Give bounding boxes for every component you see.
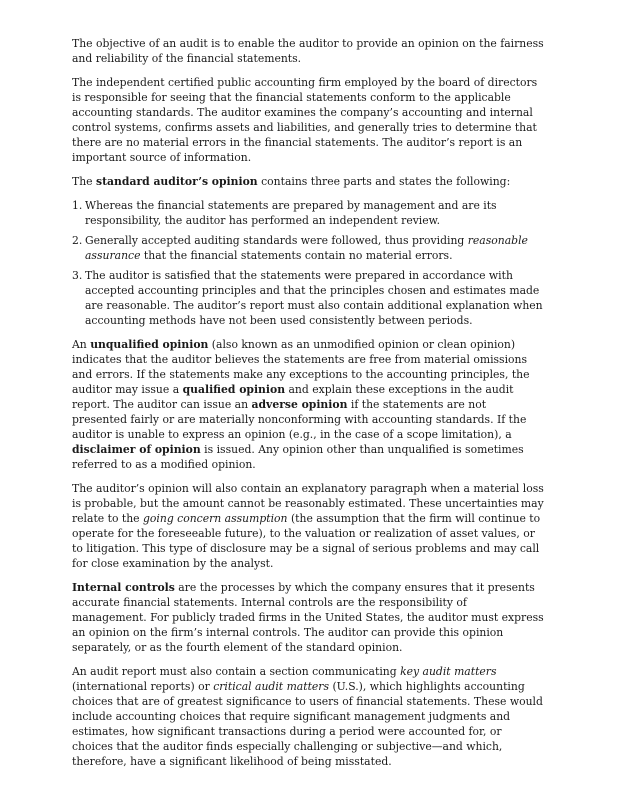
list-item-text: The auditor is satisfied that the statements were prepared in accordance with accepted accounting principles and that the principles chosen and estimates made are reasonable. The auditor’s report must also contain additional explanation when accounting methods have not been used consistently between periods. xyxy=(85,269,543,327)
opinion-parts-list xyxy=(72,198,544,328)
text-span: The auditor’s opinion will also contain an explanatory paragraph when a material loss is probable, but the amount cannot be reasonably estimated. These uncertainties may relate to the xyxy=(72,482,544,525)
text-span: An xyxy=(72,338,91,351)
term-reasonable-assurance: reasonable assurance xyxy=(85,234,528,262)
paragraph-standard-opinion-intro xyxy=(72,174,544,189)
term-key-audit-matters: key audit matters xyxy=(400,665,497,678)
text-span: (the assumption that the firm will continue to operate for the foreseeable future), to the valuation or realization of asset values, or to litigation. This type of disclosure may be a signal of serious problems and may call for close examination by the analyst. xyxy=(72,512,541,570)
paragraph-opinion-types xyxy=(72,337,544,472)
paragraph-explanatory xyxy=(72,481,544,571)
term-unqualified-opinion: unqualified opinion xyxy=(90,338,209,351)
list-item-text: Whereas the financial statements are prepared by management and are its responsibility, the auditor has performed an independent review. xyxy=(85,199,497,227)
term-internal-controls: Internal controls xyxy=(72,581,175,594)
text-span: contains three parts and states the following: xyxy=(257,175,511,188)
text-span: (also known as an unmodified opinion or clean opinion) indicates that the auditor believes the statements are free from material omissions and errors. If the statements make any exceptions to the accounting principles, the auditor may issue a xyxy=(72,338,530,396)
term-qualified-opinion: qualified opinion xyxy=(182,383,286,396)
term-standard-auditors-opinion: standard auditor’s opinion xyxy=(95,175,258,188)
list-item xyxy=(72,198,544,228)
paragraph-internal-controls xyxy=(72,580,544,655)
text-span: Generally accepted auditing standards were followed, thus providing xyxy=(85,234,468,247)
paragraph-independent-firm: The independent certified public accounting firm employed by the board of directors is responsible for seeing that the financial statements conform to the applicable accounting standards. The auditor examines the company’s accounting and internal control systems, confirms assets and liabilities, and generally tries to determine that there are no material errors in the financial statements. The auditor’s report is an important source of information. xyxy=(72,76,538,164)
list-number: 2. xyxy=(72,234,83,247)
list-number: 3. xyxy=(72,269,83,282)
list-number: 1. xyxy=(72,199,83,212)
list-item xyxy=(72,268,544,328)
text-span: (U.S.), which highlights accounting choices that are of greatest significance to users of financial statements. These would include accounting choices that require significant management judgments and estimates, how significant transactions during a period were accounted for, or choices that the auditor finds especially challenging or subjective—and which, therefore, have a significant likelihood of being misstated. xyxy=(72,680,543,768)
paragraph-audit-objective: The objective of an audit is to enable the auditor to provide an opinion on the fairness and reliability of the financial statements. xyxy=(72,37,544,65)
list-item xyxy=(72,233,544,263)
text-span: is issued. Any opinion other than unqualified is sometimes referred to as a modified opinion. xyxy=(72,443,524,471)
text-span: An audit report must also contain a section communicating xyxy=(72,665,401,678)
term-disclaimer-of-opinion: disclaimer of opinion xyxy=(72,443,201,456)
text-span: (international reports) or xyxy=(72,680,214,693)
term-adverse-opinion: adverse opinion xyxy=(251,398,348,411)
text-span: and explain these exceptions in the audit report. The auditor can issue an xyxy=(72,383,514,411)
paragraph-audit-matters xyxy=(72,664,544,769)
text-span: The xyxy=(72,175,96,188)
text-span: if the statements are not presented fairly or are materially nonconforming with accounting standards. If the auditor is unable to express an opinion (e.g., in the case of a scope limitation), a xyxy=(72,398,527,441)
list-item-text xyxy=(85,234,528,262)
term-critical-audit-matters: critical audit matters xyxy=(213,680,330,693)
text-span: that the financial statements contain no material errors. xyxy=(140,249,453,262)
text-span: are the processes by which the company ensures that it presents accurate financial statements. Internal controls are the responsibility of management. For publicly traded firms in the United States, the auditor must express an opinion on the firm’s internal controls. The auditor can provide this opinion separately, or as the fourth element of the standard opinion. xyxy=(72,581,544,654)
term-going-concern-assumption: going concern assumption xyxy=(143,512,288,525)
